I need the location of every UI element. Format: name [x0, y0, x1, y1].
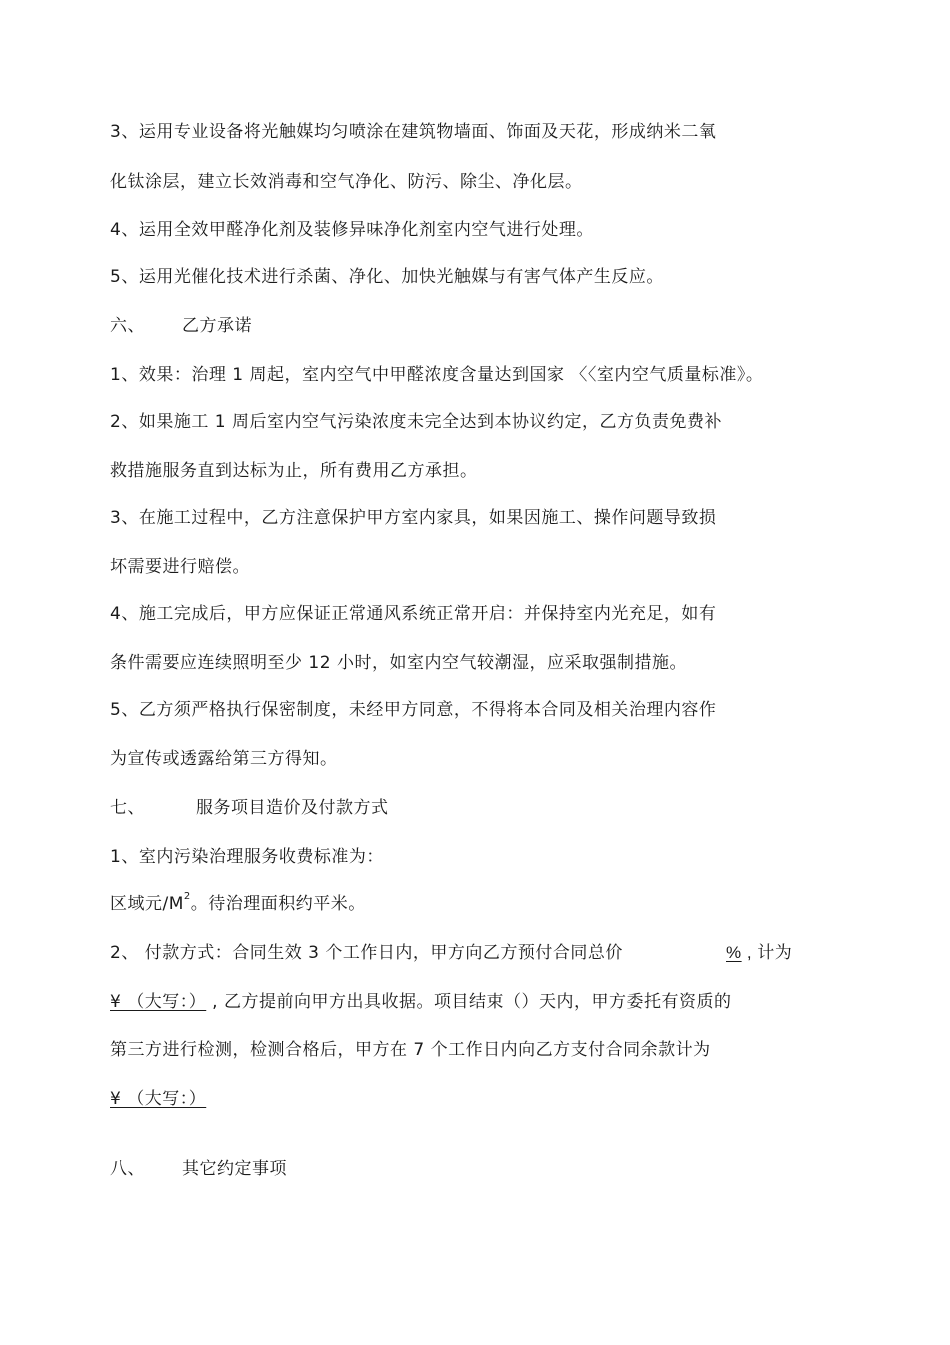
clause-6-2-cont: 救措施服务直到达标为止，所有费用乙方承担。 — [110, 461, 478, 481]
clause-6-4-cont: 条件需要应连续照明至少 12 小时，如室内空气较潮湿，应采取强制措施。 — [110, 653, 687, 673]
rate-text: 区域元/M — [110, 894, 184, 914]
amount-label: , 计为 — [741, 943, 793, 962]
amount-field-2: ¥ （大写：） — [110, 1089, 207, 1109]
section-8-heading — [110, 1157, 287, 1181]
clause-5-4: 4、运用全效甲醛净化剂及装修异味净化剂室内空气进行处理。 — [110, 220, 594, 240]
section-7-heading — [110, 796, 389, 820]
area-text: 。待治理面积约平米。 — [190, 894, 366, 914]
section-7-number: 七、 — [110, 798, 145, 818]
payment-terms-text: 2、 付款方式：合同生效 3 个工作日内，甲方向乙方预付合同总价 — [110, 943, 623, 963]
section-8-number: 八、 — [110, 1159, 145, 1179]
receipt-text: , 乙方提前向甲方出具收据。项目结束（）天内，甲方委托有资质的 — [206, 992, 732, 1012]
section-6-heading — [110, 314, 252, 338]
clause-6-1: 1、效果：治理 1 周起，室内空气中甲醛浓度含量达到国家 〈〈室内空气质量标准》。 — [110, 365, 764, 385]
clause-7-2-cont — [110, 990, 731, 1014]
percent-sign: % — [726, 943, 742, 962]
clause-7-2-cont3 — [110, 1087, 206, 1111]
clause-7-1-rate — [110, 892, 366, 916]
amount-field-1: ¥ （大写：） — [110, 992, 207, 1012]
clause-7-1: 1、室内污染治理服务收费标准为： — [110, 847, 384, 867]
clause-6-2: 2、如果施工 1 周后室内空气污染浓度未完全达到本协议约定，乙方负责免费补 — [110, 412, 722, 432]
clause-7-2 — [110, 941, 623, 965]
percentage-field — [726, 941, 792, 965]
section-6-title: 乙方承诺 — [182, 316, 252, 336]
section-7-title: 服务项目造价及付款方式 — [196, 798, 389, 818]
clause-6-5: 5、乙方须严格执行保密制度，未经甲方同意，不得将本合同及相关治理内容作 — [110, 700, 717, 720]
clause-7-2-cont2: 第三方进行检测，检测合格后，甲方在 7 个工作日内向乙方支付合同余款计为 — [110, 1040, 711, 1060]
clause-6-4: 4、施工完成后，甲方应保证正常通风系统正常开启：并保持室内光充足，如有 — [110, 604, 717, 624]
clause-5-3-cont: 化钛涂层，建立长效消毒和空气净化、防污、除尘、净化层。 — [110, 172, 583, 192]
clause-6-3-cont: 坏需要进行赔偿。 — [110, 557, 250, 577]
clause-5-5: 5、运用光催化技术进行杀菌、净化、加快光触媒与有害气体产生反应。 — [110, 267, 664, 287]
section-6-number: 六、 — [110, 316, 145, 336]
section-8-title: 其它约定事项 — [182, 1159, 287, 1179]
clause-6-3: 3、在施工过程中，乙方注意保护甲方室内家具，如果因施工、操作问题导致损 — [110, 508, 717, 528]
square-superscript: 2 — [183, 891, 191, 902]
clause-6-5-cont: 为宣传或透露给第三方得知。 — [110, 749, 338, 769]
clause-5-3: 3、运用专业设备将光触媒均匀喷涂在建筑物墙面、饰面及天花，形成纳米二氧 — [110, 122, 717, 142]
